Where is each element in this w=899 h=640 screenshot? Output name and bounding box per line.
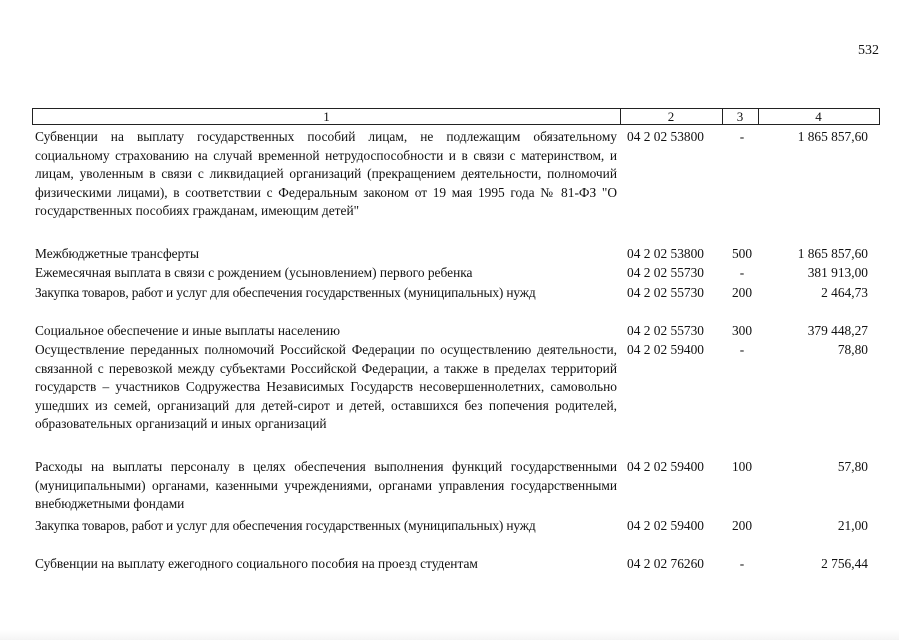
row-amount: 21,00 — [837, 518, 868, 533]
row-name: Социальное обеспечение и иные выплаты населению — [35, 323, 340, 338]
row-type: - — [739, 265, 745, 280]
row-amount: 57,80 — [837, 459, 868, 474]
row-name: Осуществление переданных полномочий Российской Федерации по осуществлению деятельности, связанной с перевозкой между субъектами Российской Федерации, а также в пределах территорий государств – участников Содружества Независимых Государств несовершеннолетних, самовольно ушедших из семей, организаций для детей-сирот и детей, оставшихся без попечения родителей, образовательных организаций и иных организаций — [35, 342, 617, 431]
row-code: 04 2 02 59400 — [627, 518, 704, 533]
row-code: 04 2 02 76260 — [627, 556, 704, 571]
header-col-2: 2 — [620, 108, 723, 125]
row-amount: 381 913,00 — [807, 265, 868, 280]
row-name: Ежемесячная выплата в связи с рождением (усыновлением) первого ребенка — [35, 265, 473, 280]
row-type: - — [739, 556, 745, 571]
row-code: 04 2 02 53800 — [627, 246, 704, 261]
row-type: 100 — [731, 459, 753, 474]
header-col-4: 4 — [758, 108, 880, 125]
row-name: Закупка товаров, работ и услуг для обеспечения государственных (муниципальных) нужд — [35, 518, 536, 533]
scan-bottom-edge — [0, 630, 899, 640]
row-name: Закупка товаров, работ и услуг для обеспечения государственных (муниципальных) нужд — [35, 285, 536, 300]
row-type: - — [739, 129, 745, 144]
page-number: 532 — [858, 43, 879, 58]
row-amount: 1 865 857,60 — [797, 129, 868, 144]
row-amount: 2 756,44 — [821, 556, 868, 571]
row-amount: 2 464,73 — [821, 285, 868, 300]
row-code: 04 2 02 55730 — [627, 285, 704, 300]
row-type: 200 — [731, 285, 753, 300]
header-col-1: 1 — [32, 108, 621, 125]
row-amount: 78,80 — [837, 342, 868, 357]
row-code: 04 2 02 59400 — [627, 459, 704, 474]
row-name: Межбюджетные трансферты — [35, 246, 199, 261]
row-name: Субвенции на выплату ежегодного социального пособия на проезд студентам — [35, 556, 478, 571]
row-amount: 379 448,27 — [807, 323, 868, 338]
row-code: 04 2 02 55730 — [627, 265, 704, 280]
row-name: Расходы на выплаты персоналу в целях обеспечения выполнения функций государственными (муниципальными) органами, казенными учреждениями, органами управления государственными внебюджетными фондами — [35, 459, 617, 511]
row-type: 500 — [731, 246, 753, 261]
header-col-3: 3 — [722, 108, 759, 125]
row-name: Субвенции на выплату государственных пособий лицам, не подлежащим обязательному социальному страхованию на случай временной нетрудоспособности и в связи с материнством, и лицам, уволенным в связи с ликвидацией организаций (прекращением деятельности, полномочий физическими лицами), в соответствии с Федеральным законом от 19 мая 1995 года № 81-ФЗ "О государственных пособиях гражданам, имеющим детей" — [35, 129, 617, 218]
row-type: - — [739, 342, 745, 357]
row-type: 200 — [731, 518, 753, 533]
row-code: 04 2 02 53800 — [627, 129, 704, 144]
row-code: 04 2 02 55730 — [627, 323, 704, 338]
row-code: 04 2 02 59400 — [627, 342, 704, 357]
row-type: 300 — [731, 323, 753, 338]
row-amount: 1 865 857,60 — [797, 246, 868, 261]
